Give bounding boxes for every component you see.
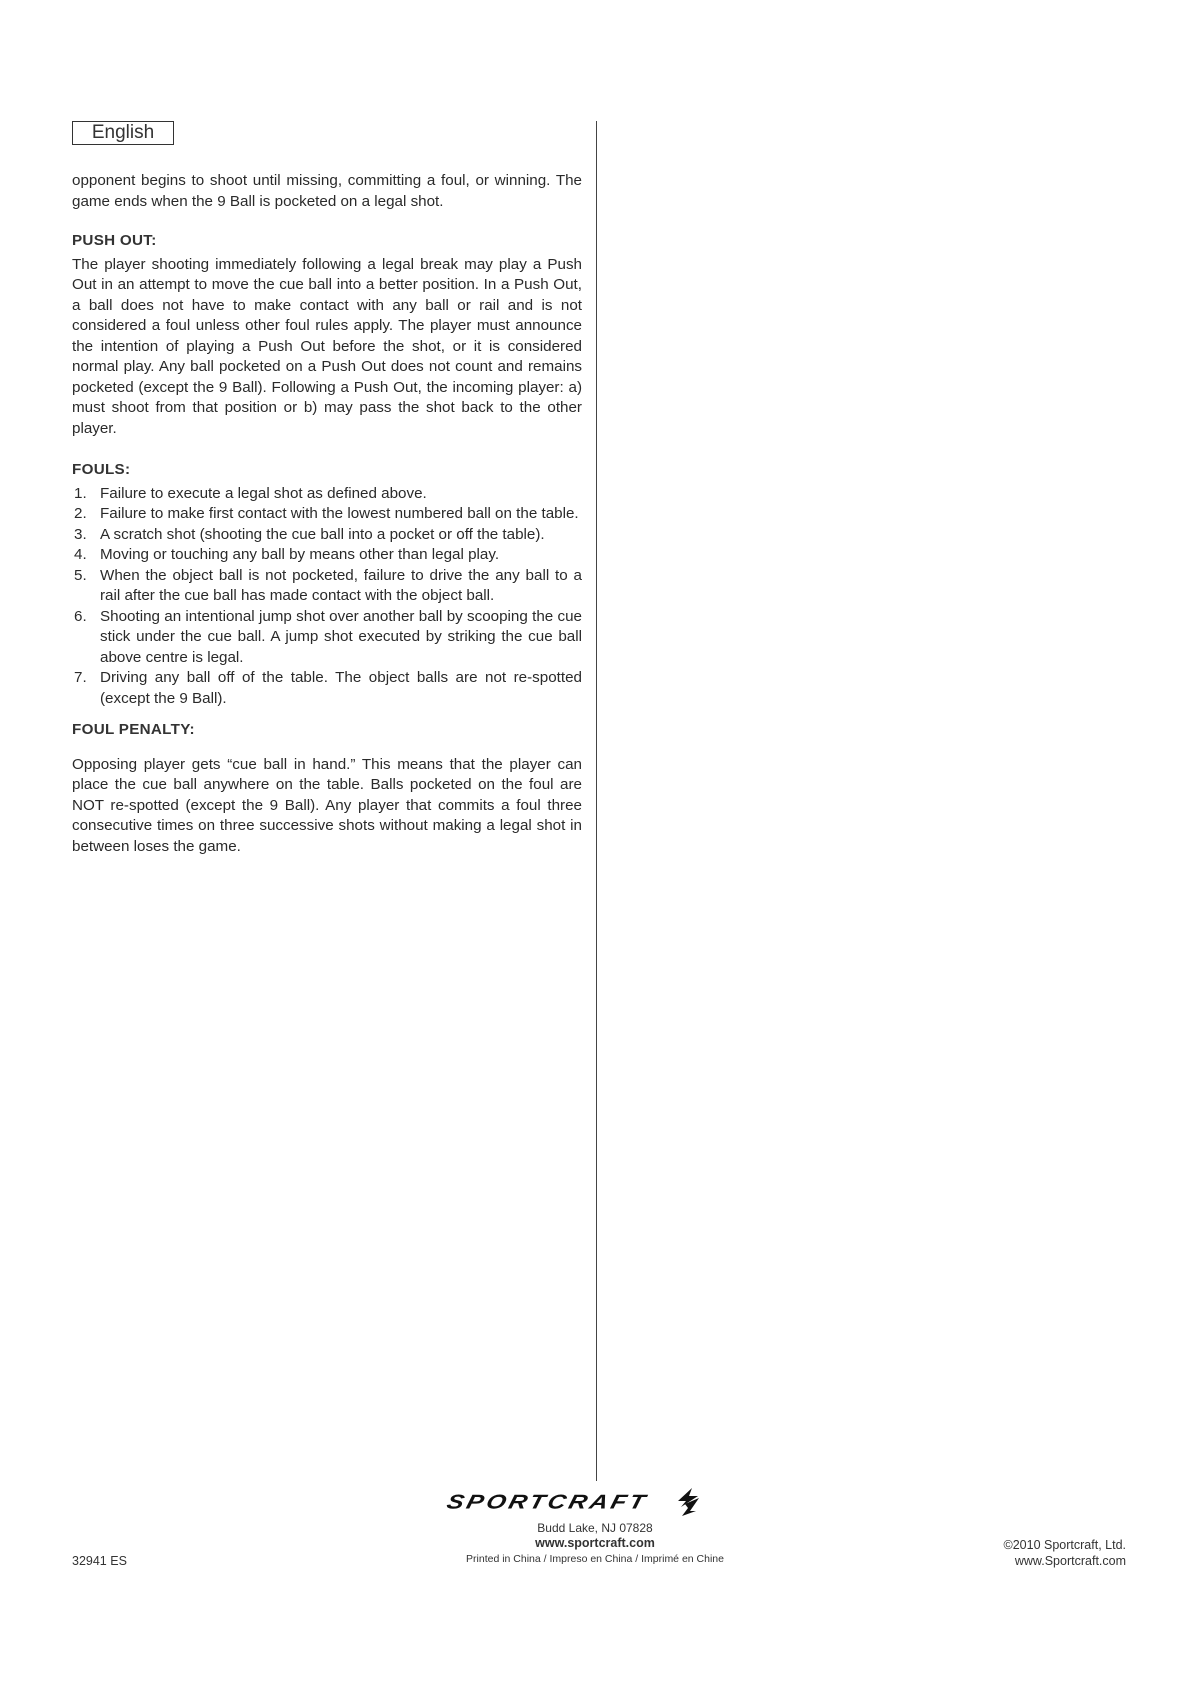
foul-item — [72, 525, 582, 546]
logo-wordmark: SPORTCRAFT — [444, 1491, 651, 1514]
foul-text: Failure to execute a legal shot as defined above. — [100, 484, 427, 502]
foul-penalty-paragraph: Opposing player gets “cue ball in hand.” This means that the player can place the cue ball anywhere on the table. Balls pocketed on the foul are NOT re-spotted (except the 9 Ball). Any player that commits a foul three consecutive times on three successive shots without making a legal shot in between loses the game. — [72, 755, 582, 855]
foul-number: 3. — [74, 525, 87, 543]
foul-text: Shooting an intentional jump shot over another ball by scooping the cue stick under the cue ball. A jump shot executed by striking the cue ball above centre is legal. — [100, 607, 582, 666]
foul-text: Driving any ball off of the table. The object balls are not re-spotted (except the 9 Ball). — [100, 669, 582, 707]
foul-number: 4. — [74, 546, 87, 563]
foul-item — [72, 504, 582, 525]
foul-number: 1. — [74, 484, 87, 502]
address-line: Budd Lake, NJ 07828 — [537, 1521, 653, 1535]
sportcraft-swoosh-icon — [672, 1487, 706, 1517]
copyright-text: ©2010 Sportcraft, Ltd. — [1003, 1538, 1126, 1552]
push-out-paragraph: The player shooting immediately following a legal break may play a Push Out in an attempt to move the cue ball into a better position. In a Push Out, a ball does not have to make contact with any ball or rail and is not considered a foul unless other foul rules apply. The player must announce the intention of playing a Push Out before the shot, or it is considered normal play. Any ball pocketed on a Push Out does not count and remains pocketed (except the 9 Ball). Following a Push Out, the incoming player: a) must shoot from that position or b) may pass the shot back to the other player. — [72, 255, 582, 437]
foul-text: A scratch shot (shooting the cue ball into a pocket or off the table). — [100, 525, 545, 543]
intro-paragraph: opponent begins to shoot until missing, committing a foul, or winning. The game ends when the 9 Ball is pocketed on a legal shot. — [72, 172, 582, 210]
foul-text: Moving or touching any ball by means other than legal play. — [100, 546, 500, 563]
column-divider — [596, 121, 597, 1481]
rules-column — [72, 171, 582, 857]
document-code: 32941 ES — [72, 1554, 127, 1568]
website-link[interactable]: www.sportcraft.com — [535, 1536, 655, 1550]
fouls-heading: FOULS: — [72, 461, 131, 478]
printed-in-line: Printed in China / Impreso en China / Imprimé en Chine — [466, 1553, 724, 1565]
foul-item — [72, 484, 582, 505]
foul-penalty-heading: FOUL PENALTY: — [72, 721, 195, 738]
foul-item — [72, 668, 582, 709]
foul-item — [72, 566, 582, 607]
sportcraft-logo — [444, 1491, 720, 1519]
foul-number: 2. — [74, 505, 87, 522]
foul-item — [72, 545, 582, 566]
foul-number: 7. — [74, 669, 87, 686]
foul-text: When the object ball is not pocketed, failure to drive the any ball to a rail after the cue ball has made contact with the object ball. — [100, 566, 582, 604]
copyright-website[interactable]: www.Sportcraft.com — [1014, 1554, 1126, 1568]
foul-number: 6. — [74, 607, 87, 625]
foul-text: Failure to make first contact with the lowest numbered ball on the table. — [100, 505, 579, 522]
fouls-list — [72, 484, 582, 710]
language-label: English — [72, 121, 174, 145]
foul-item — [72, 607, 582, 669]
push-out-heading: PUSH OUT: — [72, 232, 157, 249]
copyright-block — [1004, 1537, 1126, 1569]
foul-number: 5. — [74, 566, 87, 584]
